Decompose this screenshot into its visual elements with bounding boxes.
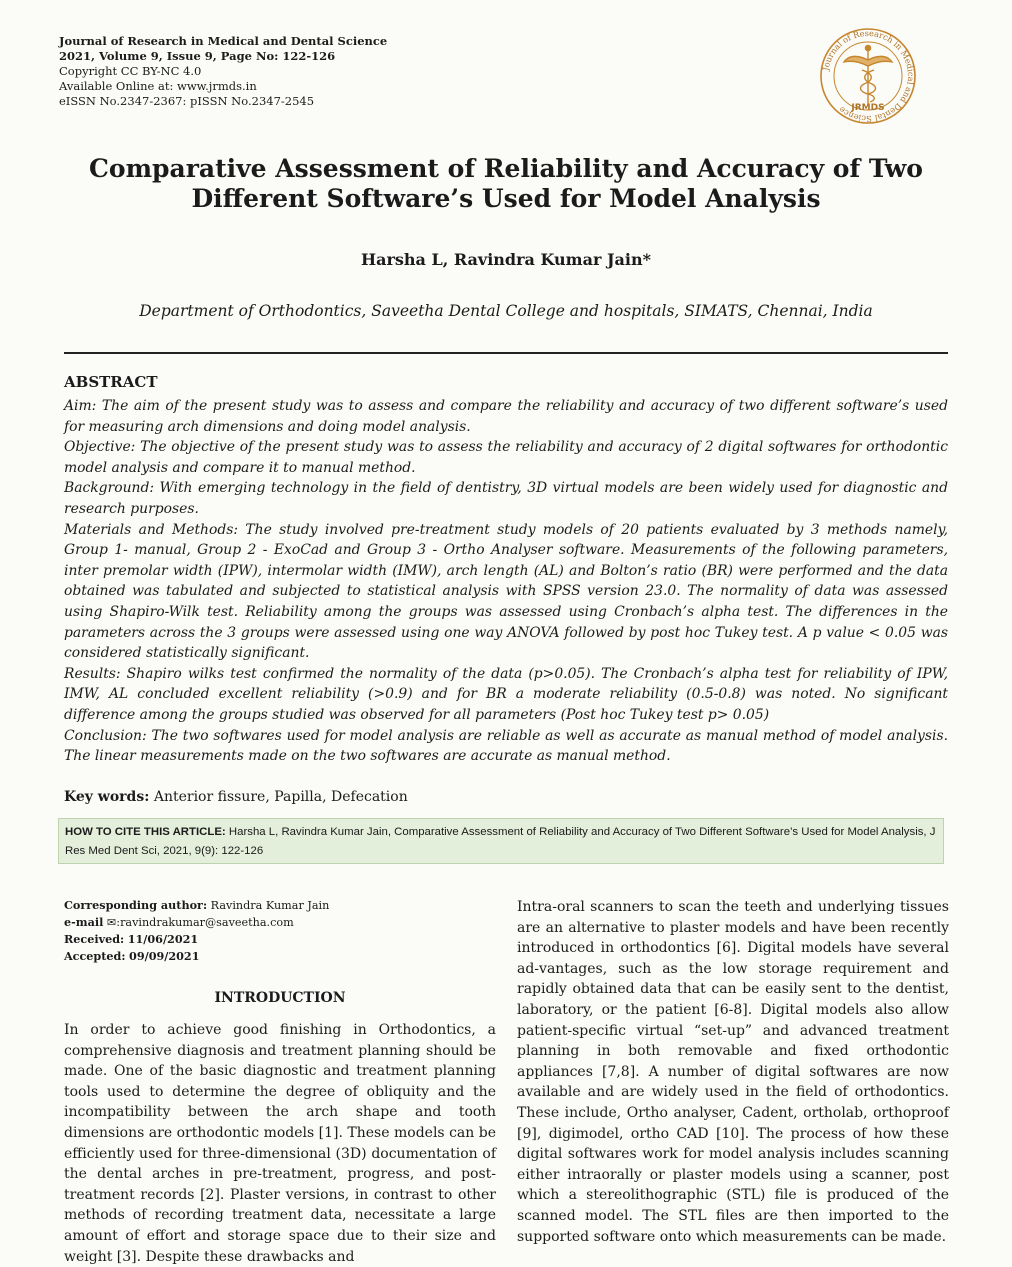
email-label: e-mail xyxy=(64,915,104,929)
volume-line: 2021, Volume 9, Issue 9, Page No: 122-126 xyxy=(59,49,336,63)
abstract-methods: Materials and Methods: The study involved pre-treatment study models of 20 patients evaluated by 3 methods namely, Group 1- manual, Group 2 - ExoCad and Group 3 - Ortho Analyser software. Measurements of the following parameters, inter premolar width (IPW), intermolar width (IMW), arch length (AL) and Bolton’s ratio (BR) were performed and the data obtained was tabulated and subjected to statistical analysis with SPSS version 23.0. The normality of data was assessed using Shapiro-Wilk test. Reliability among the groups was assessed using Cronbach’s alpha test. The differences in the parameters across the 3 groups were assessed using one way ANOVA followed by post hoc Tukey test. A p value < 0.05 was considered statistically significant. xyxy=(64,521,948,662)
mail-icon: ✉ xyxy=(106,916,117,929)
citation-text: Harsha L, Ravindra Kumar Jain, Comparative Assessment of Reliability and Accuracy of Two Different Software’s Used for Model Analysis, J Res Med Dent Sci, 2021, 9(9): 122-126 xyxy=(65,826,936,857)
keywords xyxy=(64,789,408,805)
received-date: 11/06/2021 xyxy=(127,932,199,946)
abstract-results: Results: Shapiro wilks test confirmed the normality of the data (p>0.05). The Cronbach’s alpha test for reliability of IPW, IMW, AL concluded excellent reliability (>0.9) and for BR a moderate reliability (0.5-0.8) was noted. No significant difference among the groups studied was observed for all parameters (Post hoc Tukey test p> 0.05) xyxy=(64,665,948,723)
accepted-label: Accepted: xyxy=(64,949,126,963)
jrmds-logo xyxy=(818,26,918,126)
abstract-objective: Objective: The objective of the present study was to assess the reliability and accuracy of 2 digital softwares for orthodontic model analysis and compare it to manual method. xyxy=(64,439,948,476)
correspondence-block xyxy=(64,897,329,965)
abstract-aim: Aim: The aim of the present study was to assess and compare the reliability and accuracy of two different software’s used for measuring arch dimensions and doing model analysis. xyxy=(64,398,948,435)
introduction-col1: In order to achieve good finishing in Orthodontics, a comprehensive diagnosis and treatment planning should be made. One of the basic diagnostic and treatment planning tools used to determine the degree of obliquity and the incompatibility between the arch shape and tooth dimensions are orthodontic models [1]. These models can be efficiently used for three-dimensional (3D) documentation of the dental arches in pre-treatment, progress, and post-treatment records [2]. Plaster versions, in contrast to other methods of recording treatment data, necessitate a large amount of effort and storage space due to their size and weight [3]. Despite these drawbacks and xyxy=(64,1022,496,1265)
logo-ring-text: Journal of Research in Medical and Dental Science xyxy=(820,27,917,125)
corr-author-name: Ravindra Kumar Jain xyxy=(210,899,330,912)
available-online-line: Available Online at: www.jrmds.in xyxy=(59,79,257,93)
introduction-heading: INTRODUCTION xyxy=(214,990,346,1006)
abstract-body xyxy=(64,396,948,767)
introduction-col2: Intra-oral scanners to scan the teeth and underlying tissues are an alternative to plaster models and have been recently introduced in orthodontics [6]. Digital models have several ad-vantages, such as the low storage requirement and rapidly obtained data that can be easily sent to the dentist, laboratory, or the patient [6-8]. Digital models also allow patient-specific virtual “set-up” and advanced treatment planning in both removable and fixed orthodontic appliances [7,8]. A number of digital softwares are now available and are widely used in the field of orthodontics. These include, Ortho analyser, Cadent, ortholab, orthoproof [9], digimodel, ortho CAD [10]. The process of how these digital softwares work for model analysis includes scanning either intraorally or plaster models using a scanner, post which a stereolithographic (STL) file is produced of the scanned model. The STL files are then imported to the supported software onto which measurements can be made. xyxy=(517,899,949,1245)
journal-header xyxy=(59,34,387,109)
received-label: Received: xyxy=(64,932,125,946)
logo-abbr: JRMDS xyxy=(851,103,885,113)
citation-label: HOW TO CITE THIS ARTICLE: xyxy=(65,826,226,838)
email-value[interactable]: :ravindrakumar@saveetha.com xyxy=(116,916,294,929)
corr-author-label: Corresponding author: xyxy=(64,898,208,912)
abstract-conclusion: Conclusion: The two softwares used for model analysis are reliable as well as accurate as manual method of model analysis. The linear measurements made on the two softwares are accurate as manual method. xyxy=(64,727,948,765)
keywords-label: Key words: xyxy=(64,789,150,805)
abstract-heading: ABSTRACT xyxy=(64,373,158,391)
divider xyxy=(64,352,948,354)
accepted-date: 09/09/2021 xyxy=(129,949,200,963)
affiliation: Department of Orthodontics, Saveetha Dental College and hospitals, SIMATS, Chennai, India xyxy=(139,302,873,320)
abstract-background: Background: With emerging technology in the field of dentistry, 3D virtual models are been widely used for diagnostic and research purposes. xyxy=(64,480,948,517)
authors: Harsha L, Ravindra Kumar Jain* xyxy=(361,250,651,269)
article-title: Comparative Assessment of Reliability and Accuracy of Two Different Software’s Used for Model Analysis xyxy=(89,154,923,213)
citation-box xyxy=(58,818,944,864)
journal-name: Journal of Research in Medical and Dental Science xyxy=(59,34,388,48)
issn-line: eISSN No.2347-2367: pISSN No.2347-2545 xyxy=(59,94,315,108)
keywords-text: Anterior fissure, Papilla, Defecation xyxy=(153,789,408,805)
copyright-line: Copyright CC BY-NC 4.0 xyxy=(59,64,202,78)
caduceus-icon xyxy=(844,45,892,104)
